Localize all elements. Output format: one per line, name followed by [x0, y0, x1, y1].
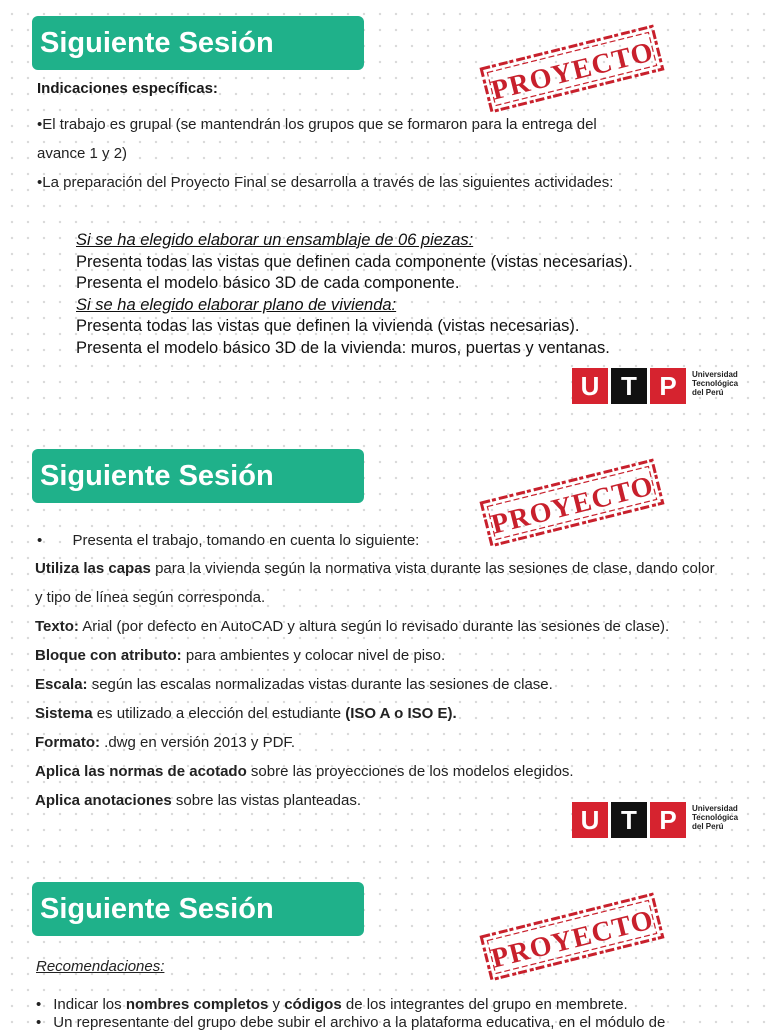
requirement-label: (ISO A o ISO E).: [345, 705, 457, 722]
logo-letter-p: P: [650, 368, 686, 404]
university-name-line: Universidad: [692, 370, 738, 379]
recommendation-bold: nombres completos: [125, 996, 269, 1013]
university-name-line: del Perú: [692, 822, 724, 831]
logo-letter-t: T: [611, 368, 647, 404]
logo-letter-u: U: [572, 802, 608, 838]
option-ensamblaje-line: Presenta todas las vistas que definen cada componente (vistas necesarias).: [76, 252, 633, 271]
requirements-list: [35, 554, 760, 815]
requirement-label: Texto:: [35, 618, 79, 635]
option-vivienda-line: Presenta el modelo básico 3D de la vivienda: muros, puertas y ventanas.: [76, 338, 610, 357]
bullet-grupal: [37, 110, 737, 197]
requirement-item: [35, 583, 760, 612]
slide-title: Siguiente Sesión: [32, 16, 364, 70]
requirement-label: Bloque con atributo:: [35, 647, 182, 664]
bullet-dot: •: [36, 996, 42, 1013]
university-name-line: del Perú: [692, 388, 724, 397]
requirement-item: [35, 612, 760, 641]
recommendations-heading: Recomendaciones:: [36, 958, 165, 975]
option-vivienda-title: Si se ha elegido elaborar plano de vivienda:: [76, 295, 397, 314]
logo-letter-p: P: [650, 802, 686, 838]
bullet-line: •El trabajo es grupal (se mantendrán los grupos que se formaron para la entrega del: [37, 116, 597, 133]
requirement-item: [35, 728, 760, 757]
slide-2: [0, 436, 768, 868]
requirement-text: para ambientes y colocar nivel de piso.: [181, 647, 446, 664]
requirement-text: para la vivienda según la normativa vista durante las sesiones de clase, dando color: [150, 560, 715, 577]
slide-1: [0, 0, 768, 430]
option-ensamblaje-title: Si se ha elegido elaborar un ensamblaje de 06 piezas:: [76, 231, 474, 249]
stamp-text: PROYECTO: [488, 904, 657, 975]
stamp-graphic: [479, 891, 666, 983]
requirement-text: según las escalas normalizadas vistas durante las sesiones de clase.: [87, 676, 553, 693]
bullet-dot: •: [36, 1014, 42, 1031]
requirement-item: [35, 757, 760, 786]
stamp-text: PROYECTO: [488, 36, 657, 107]
proyecto-stamp: [479, 891, 666, 983]
slide-title: Siguiente Sesión: [32, 449, 364, 503]
stamp-graphic: [479, 23, 666, 115]
recommendation-text: Un representante del grupo debe subir el archivo a la plataforma educativa, en el módulo de: [53, 1014, 666, 1031]
requirement-text: sobre las proyecciones de los modelos elegidos.: [246, 763, 574, 780]
slide-title: Siguiente Sesión: [32, 882, 364, 936]
bullet-actividades: •La preparación del Proyecto Final se desarrolla a través de las siguientes actividades:: [37, 174, 614, 191]
requirement-item: [35, 554, 760, 583]
university-name-line: Universidad: [692, 804, 738, 813]
intro-text: Presenta el trabajo, tomando en cuenta lo siguiente:: [72, 532, 420, 549]
utp-logo: [572, 802, 752, 842]
recommendation-text: de los integrantes del grupo en membrete.: [341, 996, 628, 1013]
requirement-label: Aplica las normas de acotado: [35, 763, 247, 780]
requirement-label: Aplica anotaciones: [35, 792, 172, 809]
proyecto-stamp: [479, 457, 666, 549]
logo-letter-t: T: [611, 802, 647, 838]
recommendation-text: Indicar los: [53, 996, 126, 1013]
bullet-dot: •: [37, 532, 43, 549]
section-heading: Indicaciones específicas:: [37, 80, 218, 97]
requirement-text: sobre las vistas planteadas.: [171, 792, 361, 809]
recommendation-text: y: [268, 996, 285, 1013]
requirement-label: Escala:: [35, 676, 88, 693]
university-name: [692, 804, 752, 831]
recommendation-bold: códigos: [284, 996, 342, 1013]
option-vivienda-line: Presenta todas las vistas que definen la vivienda (vistas necesarias).: [76, 317, 580, 335]
logo-letter-u: U: [572, 368, 608, 404]
stamp-text: PROYECTO: [488, 470, 657, 541]
requirement-label: Formato:: [35, 734, 100, 751]
intro-line: [37, 530, 419, 552]
bullet-line-continued: avance 1 y 2): [37, 145, 128, 162]
requirement-item: [35, 699, 760, 728]
requirement-label: Sistema: [35, 705, 93, 722]
requirement-item: [35, 641, 760, 670]
university-name-line: Tecnológica: [692, 813, 739, 822]
university-name-line: Tecnológica: [692, 379, 739, 388]
recommendation-item: [36, 996, 756, 1014]
option-ensamblaje-line: Presenta el modelo básico 3D de cada componente.: [76, 274, 460, 292]
stamp-graphic: [479, 457, 666, 549]
requirement-label: Utiliza las capas: [35, 560, 151, 577]
utp-logo: [572, 368, 752, 408]
requirement-item: [35, 670, 760, 699]
requirement-text: es utilizado a elección del estudiante: [92, 705, 346, 722]
slide-3: [0, 868, 768, 1031]
university-name: [692, 370, 752, 397]
options-block: [76, 230, 756, 359]
proyecto-stamp: [479, 23, 666, 115]
requirement-text: y tipo de línea según corresponda.: [35, 589, 266, 606]
requirement-text: Arial (por defecto en AutoCAD y altura según lo revisado durante las sesiones de clase).: [78, 618, 670, 635]
recommendation-item: [36, 1014, 756, 1032]
requirement-text: .dwg en versión 2013 y PDF.: [100, 734, 296, 751]
